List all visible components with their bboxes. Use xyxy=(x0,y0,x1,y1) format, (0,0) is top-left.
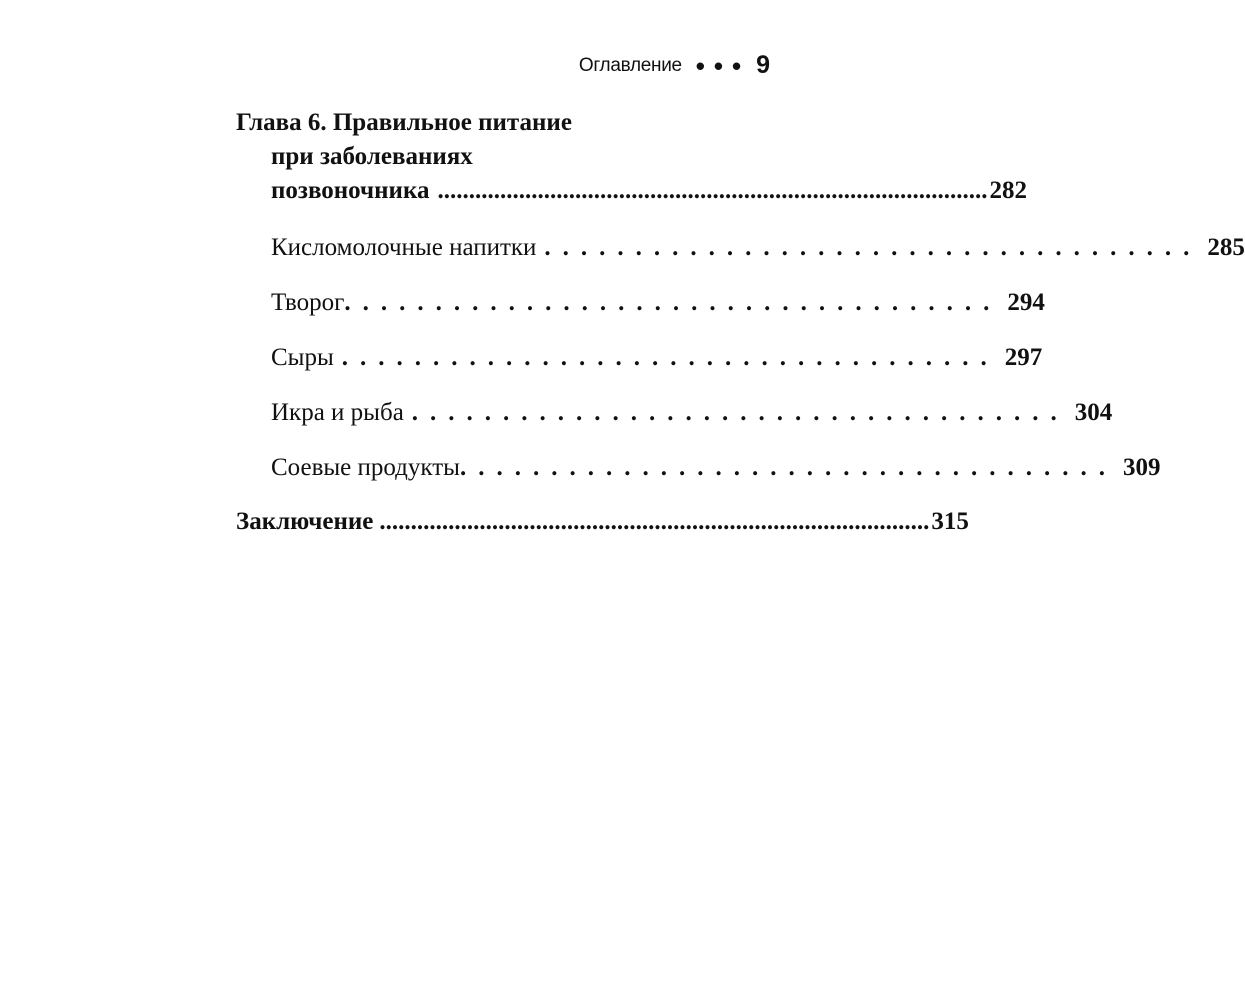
chapter-title-line-3-text: позвоночника xyxy=(271,177,430,204)
dot-leader: ........................................................................................ xyxy=(437,177,988,204)
toc-entry-label: Соевые продукты xyxy=(271,454,460,481)
chapter-title-line-2: при заболеваниях xyxy=(271,143,473,170)
toc-entry xyxy=(271,399,1113,427)
dot-leader: .................................... xyxy=(341,344,999,371)
toc-entry-label: Творог xyxy=(271,289,345,316)
chapter-page-number: 282 xyxy=(989,177,1027,204)
toc-entry-page: 285 xyxy=(1207,234,1245,261)
page-number: 9 xyxy=(756,51,770,79)
chapter-title-line-1: Глава 6. Правильное питание xyxy=(236,109,572,136)
toc-entry-page: 294 xyxy=(1007,289,1045,316)
running-head-separator: ••• xyxy=(695,50,751,81)
closing-label: Заключение xyxy=(236,508,374,535)
toc-entry-page: 309 xyxy=(1122,454,1161,481)
toc-entry-page: 297 xyxy=(1004,344,1043,371)
toc-closing xyxy=(236,508,969,536)
dot-leader: .................................... xyxy=(459,454,1117,481)
dot-leader: .................................... xyxy=(544,234,1202,261)
running-head-section: Оглавление xyxy=(578,54,682,76)
toc-entry xyxy=(271,344,1043,372)
toc-entry-label: Кисломолочные напитки xyxy=(271,234,537,261)
chapter-title-line-3 xyxy=(236,174,1027,208)
dot-leader: ........................................................................................ xyxy=(379,508,930,535)
toc-entry xyxy=(271,289,1045,317)
toc-entry xyxy=(271,454,1161,482)
toc-entry xyxy=(271,234,1245,262)
dot-leader: .................................... xyxy=(344,289,1002,316)
toc-entry-page: 304 xyxy=(1074,399,1113,426)
closing-page-number: 315 xyxy=(931,508,969,535)
dot-leader: .................................... xyxy=(411,399,1069,426)
toc-chapter-6 xyxy=(236,106,1027,208)
toc-entry-label: Сыры xyxy=(271,344,334,371)
toc-entry-label: Икра и рыба xyxy=(271,399,404,426)
